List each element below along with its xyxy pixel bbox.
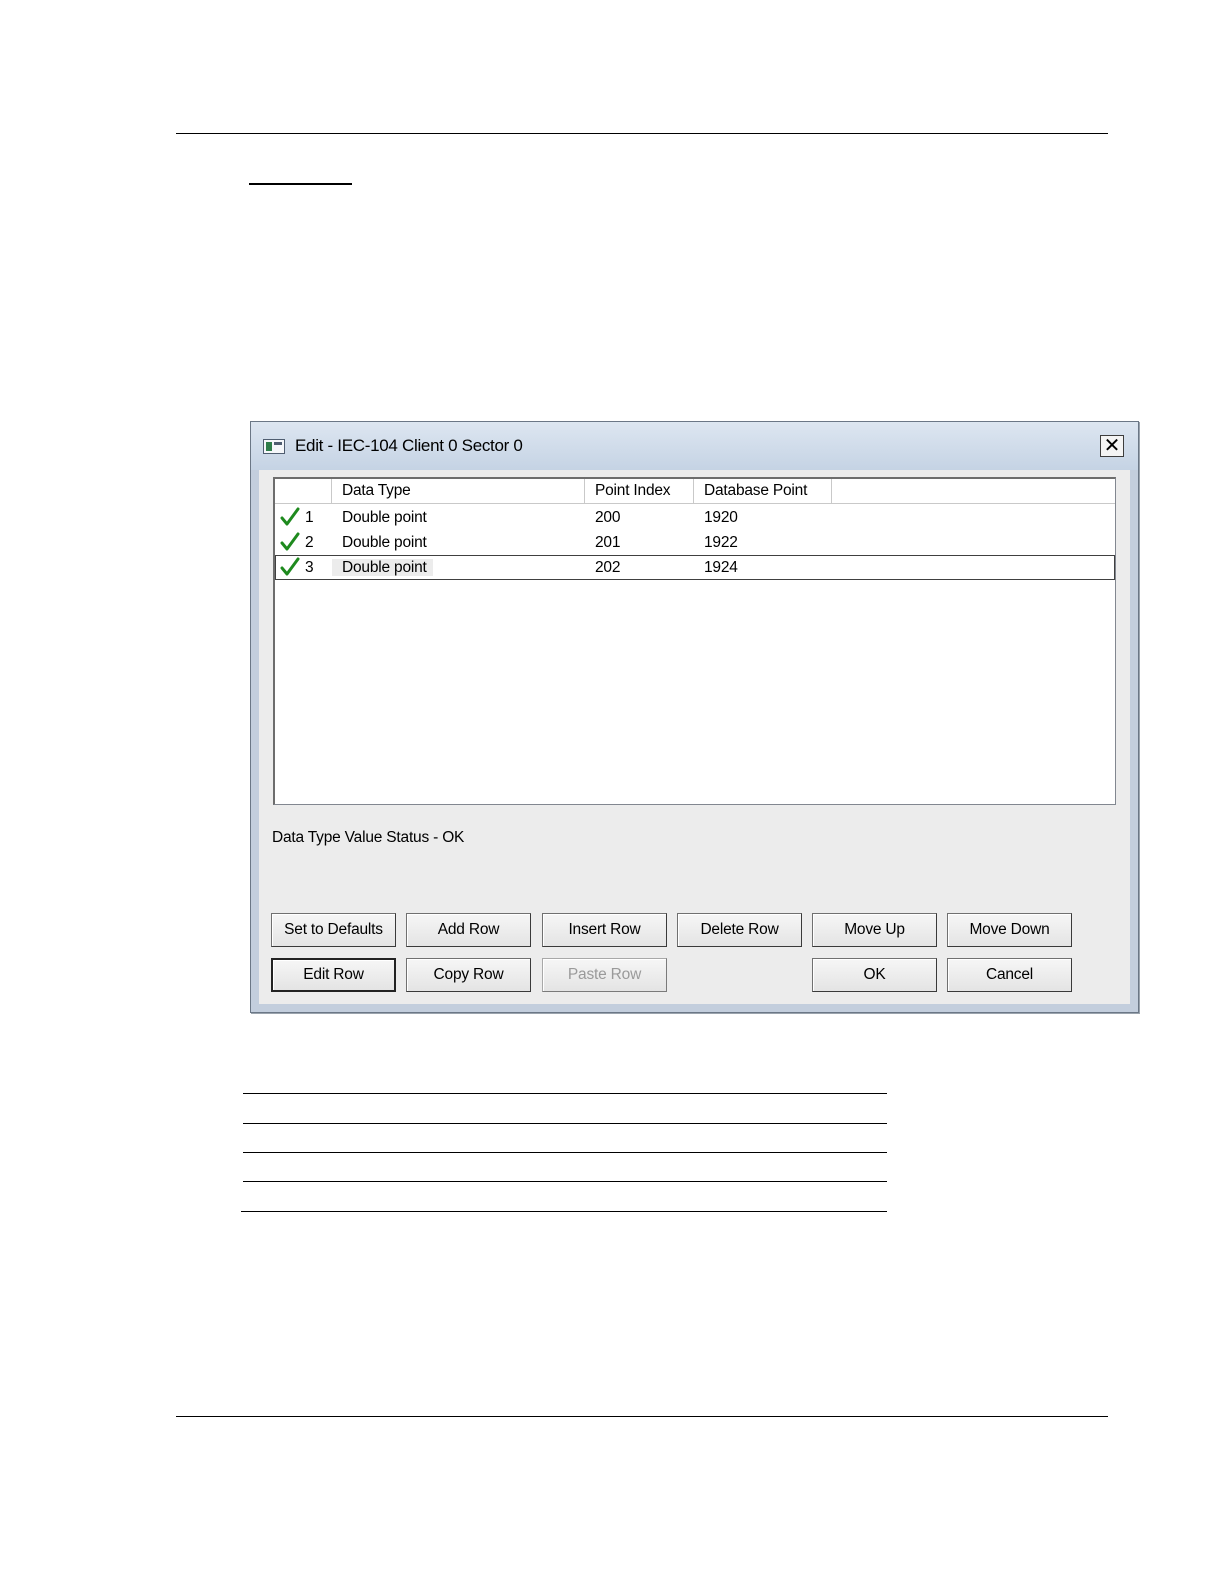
- copy-row-button[interactable]: Copy Row: [406, 958, 531, 992]
- dialog-client: [259, 470, 1130, 1004]
- row-number: 2: [305, 534, 314, 551]
- table-rule: [243, 1093, 887, 1094]
- add-row-button[interactable]: Add Row: [406, 913, 531, 947]
- cell-data-type: Double point: [342, 509, 427, 526]
- cell-data-type: Double point: [342, 534, 427, 551]
- table-rule: [243, 1123, 887, 1124]
- status-text: Data Type Value Status - OK: [272, 829, 465, 846]
- window-icon: [263, 439, 285, 454]
- table-rule: [243, 1152, 887, 1153]
- table-rule: [241, 1211, 887, 1212]
- close-icon: ✕: [1103, 435, 1121, 457]
- delete-row-button[interactable]: Delete Row: [677, 913, 802, 947]
- set-to-defaults-button[interactable]: Set to Defaults: [271, 913, 396, 947]
- cancel-button[interactable]: Cancel: [947, 958, 1072, 992]
- dialog-title: Edit - IEC-104 Client 0 Sector 0: [295, 436, 523, 455]
- column-header-database-point[interactable]: Database Point: [694, 479, 832, 503]
- table-row[interactable]: [275, 505, 1115, 530]
- cell-point-index: 200: [595, 509, 621, 526]
- list-header: [275, 479, 1115, 504]
- move-down-button[interactable]: Move Down: [947, 913, 1072, 947]
- table-row-selected[interactable]: [275, 555, 1115, 580]
- cell-point-index: 201: [595, 534, 621, 551]
- edit-dialog: [250, 421, 1139, 1013]
- insert-row-button[interactable]: Insert Row: [542, 913, 667, 947]
- cell-database-point: 1920: [704, 509, 738, 526]
- table-row[interactable]: [275, 530, 1115, 555]
- points-list[interactable]: [273, 477, 1116, 805]
- column-header-data-type[interactable]: Data Type: [332, 479, 585, 503]
- cell-data-type: Double point: [332, 559, 433, 576]
- check-icon: [280, 557, 300, 577]
- check-icon: [280, 507, 300, 527]
- cell-point-index: 202: [595, 559, 621, 576]
- paste-row-button[interactable]: Paste Row: [542, 958, 667, 992]
- dialog-titlebar[interactable]: [251, 422, 1138, 470]
- row-number: 1: [305, 509, 314, 526]
- ok-button[interactable]: OK: [812, 958, 937, 992]
- top-rule: [176, 133, 1108, 134]
- heading-underline: [249, 183, 352, 185]
- table-rule: [243, 1181, 887, 1182]
- check-icon: [280, 532, 300, 552]
- footer-rule: [176, 1416, 1108, 1417]
- column-header-point-index[interactable]: Point Index: [585, 479, 694, 503]
- row-number: 3: [305, 559, 314, 576]
- cell-database-point: 1924: [704, 559, 738, 576]
- edit-row-button[interactable]: Edit Row: [271, 958, 396, 992]
- move-up-button[interactable]: Move Up: [812, 913, 937, 947]
- column-header-number[interactable]: [275, 479, 332, 503]
- cell-database-point: 1922: [704, 534, 738, 551]
- close-button[interactable]: [1100, 435, 1124, 457]
